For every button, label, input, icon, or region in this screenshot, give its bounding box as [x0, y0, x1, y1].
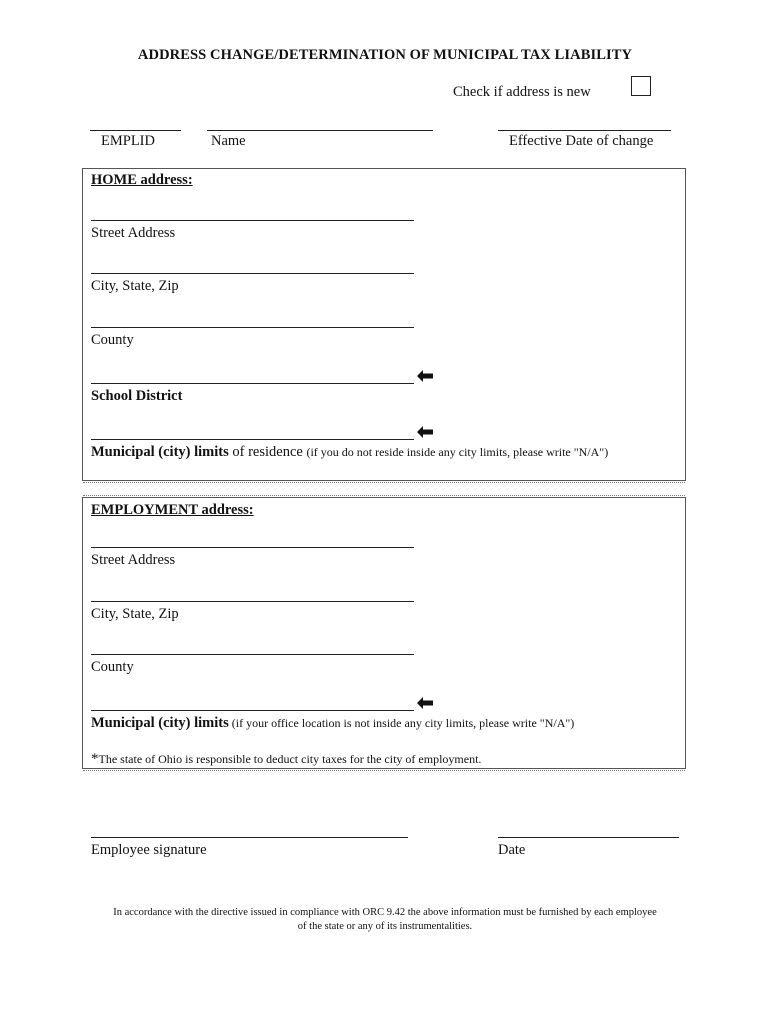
arrow-left-icon: [416, 369, 434, 383]
signature-date-field[interactable]: [498, 837, 679, 838]
employment-street-field[interactable]: [91, 547, 414, 548]
home-school-district-label: School District: [91, 388, 183, 404]
ohio-note-text: The state of Ohio is responsible to deduct city taxes for the city of employment.: [98, 752, 482, 766]
employment-street-label: Street Address: [91, 552, 176, 568]
employee-signature-field[interactable]: [91, 837, 408, 838]
employment-address-heading: EMPLOYMENT address:: [91, 502, 254, 518]
home-address-heading: HOME address:: [91, 172, 193, 188]
home-school-district-field[interactable]: [91, 383, 414, 384]
effective-date-field[interactable]: [498, 130, 671, 131]
home-municipal-label: [91, 444, 608, 461]
ohio-note: [91, 751, 481, 768]
home-city-field[interactable]: [91, 273, 414, 274]
arrow-left-icon: [416, 696, 434, 710]
employment-municipal-label: [91, 715, 574, 732]
emplid-label: EMPLID: [101, 133, 155, 149]
home-county-label: County: [91, 332, 134, 348]
form-title: ADDRESS CHANGE/DETERMINATION OF MUNICIPAL TAX LIABILITY: [137, 47, 633, 63]
home-municipal-bold: Municipal (city) limits: [91, 444, 229, 460]
home-municipal-note: (if you do not reside inside any city limits, please write "N/A"): [306, 445, 609, 459]
employment-city-label: City, State, Zip: [91, 606, 179, 622]
employment-county-field[interactable]: [91, 654, 414, 655]
employment-municipal-bold: Municipal (city) limits: [91, 715, 229, 731]
name-label: Name: [211, 133, 246, 149]
arrow-left-icon: [416, 425, 434, 439]
footer-line-1: In accordance with the directive issued in compliance with ORC 9.42 the above information must be furnished by each employee: [113, 907, 657, 918]
effective-date-label: Effective Date of change: [509, 133, 654, 149]
home-city-label: City, State, Zip: [91, 278, 179, 294]
employment-municipal-note: (if your office location is not inside any city limits, please write "N/A"): [228, 716, 575, 730]
new-address-checkbox[interactable]: [631, 76, 651, 96]
home-address-section: [82, 168, 686, 481]
emplid-field[interactable]: [90, 130, 181, 131]
employment-city-field[interactable]: [91, 601, 414, 602]
home-street-field[interactable]: [91, 220, 414, 221]
signature-date-label: Date: [498, 842, 526, 858]
employment-county-label: County: [91, 659, 134, 675]
compliance-footer: [80, 906, 690, 934]
note-asterisk: *: [91, 751, 99, 767]
home-county-field[interactable]: [91, 327, 414, 328]
new-address-label: Check if address is new: [453, 84, 591, 100]
footer-line-2: of the state or any of its instrumentalities.: [297, 921, 473, 932]
home-municipal-field[interactable]: [91, 439, 414, 440]
employee-signature-label: Employee signature: [91, 842, 207, 858]
home-street-label: Street Address: [91, 225, 176, 241]
name-field[interactable]: [207, 130, 433, 131]
home-municipal-rest: of residence: [228, 444, 307, 460]
employment-municipal-field[interactable]: [91, 710, 414, 711]
